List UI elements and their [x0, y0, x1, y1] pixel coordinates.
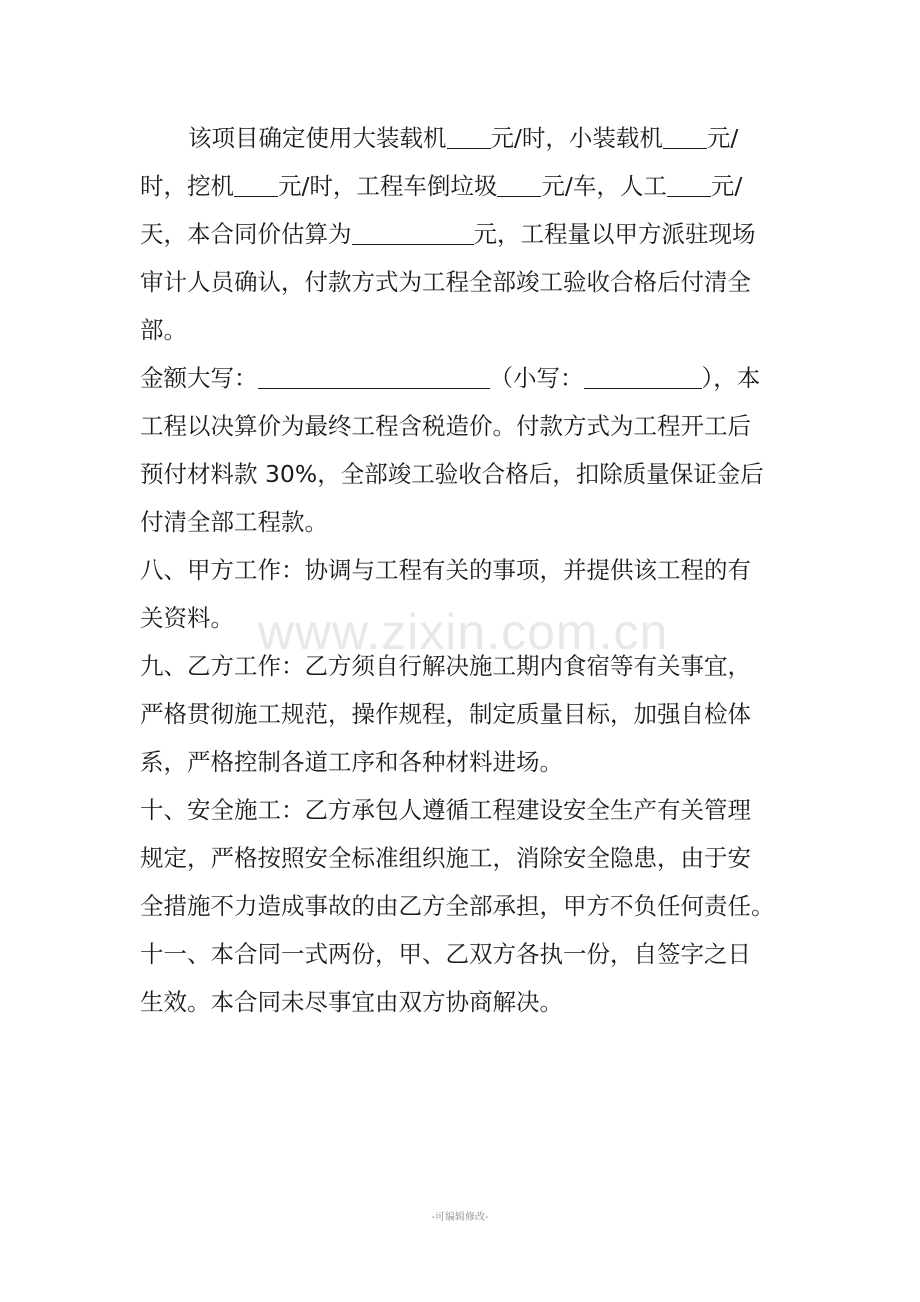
text-fragment: 元/: [706, 124, 739, 152]
excavator-price-blank: [234, 174, 278, 197]
watermark: www.zixin.com.cn: [257, 604, 669, 660]
section-10-line-3: 全措施不力造成事故的由乙方全部承担，甲方不负任何责任。: [140, 892, 775, 920]
amount-line-2: 工程以决算价为最终工程含税造价。付款方式为工程开工后: [140, 412, 751, 440]
text-fragment: 该项目确定使用大装载机: [188, 124, 447, 152]
large-loader-price-blank: [447, 126, 491, 149]
document-body: [140, 114, 788, 1026]
amount-line-1: [140, 354, 788, 402]
small-loader-price-blank: [663, 126, 707, 149]
truck-price-blank: [497, 174, 541, 197]
section-9-line-2: 严格贯彻施工规范，操作规程，制定质量目标，加强自检体: [140, 700, 751, 728]
page-footer: -可编辑修改-: [431, 1212, 489, 1223]
section-9-line-3: 系，严格控制各道工序和各种材料进场。: [140, 748, 563, 776]
section-11-line-2: 生效。本合同未尽事宜由双方协商解决。: [140, 988, 563, 1016]
text-fragment: （小写：: [489, 364, 584, 392]
section-8-line-2: 关资料。: [140, 604, 234, 632]
text-fragment: 天，本合同价估算为: [140, 220, 352, 248]
price-line-5: 部。: [140, 316, 187, 344]
text-fragment: 元/: [710, 172, 743, 200]
amount-in-figures-blank: [584, 366, 702, 389]
text-fragment: 时，挖机: [140, 172, 234, 200]
section-10-line-1: 十、安全施工：乙方承包人遵循工程建设安全生产有关管理: [140, 796, 751, 824]
section-11-line-1: 十一、本合同一式两份，甲、乙双方各执一份，自签字之日: [140, 940, 751, 968]
labor-price-blank: [667, 174, 711, 197]
estimated-price-blank: [352, 222, 474, 245]
price-line-4: 审计人员确认，付款方式为工程全部竣工验收合格后付清全: [140, 268, 751, 296]
text-fragment: 元/时，小装载机: [490, 124, 663, 152]
text-fragment: 金额大写：: [140, 364, 258, 392]
amount-line-3: 预付材料款 30%，全部竣工验收合格后，扣除质量保证金后: [140, 460, 764, 488]
text-fragment: ），本: [701, 364, 761, 392]
text-fragment: 元/车，人工: [541, 172, 667, 200]
section-10-line-2: 规定，严格按照安全标准组织施工，消除安全隐患，由于安: [140, 844, 751, 872]
section-9-line-1: 九、乙方工作：乙方须自行解决施工期内食宿等有关事宜，: [140, 652, 751, 680]
text-fragment: 元，工程量以甲方派驻现场: [473, 220, 756, 248]
text-fragment: 元/时，工程车倒垃圾: [278, 172, 498, 200]
section-8-line-1: 八、甲方工作：协调与工程有关的事项，并提供该工程的有: [140, 556, 751, 584]
amount-line-4: 付清全部工程款。: [140, 508, 328, 536]
amount-in-words-blank: [258, 366, 490, 389]
price-line-2: [140, 162, 788, 210]
price-line-3: [140, 210, 788, 258]
price-line-1: [140, 114, 788, 162]
